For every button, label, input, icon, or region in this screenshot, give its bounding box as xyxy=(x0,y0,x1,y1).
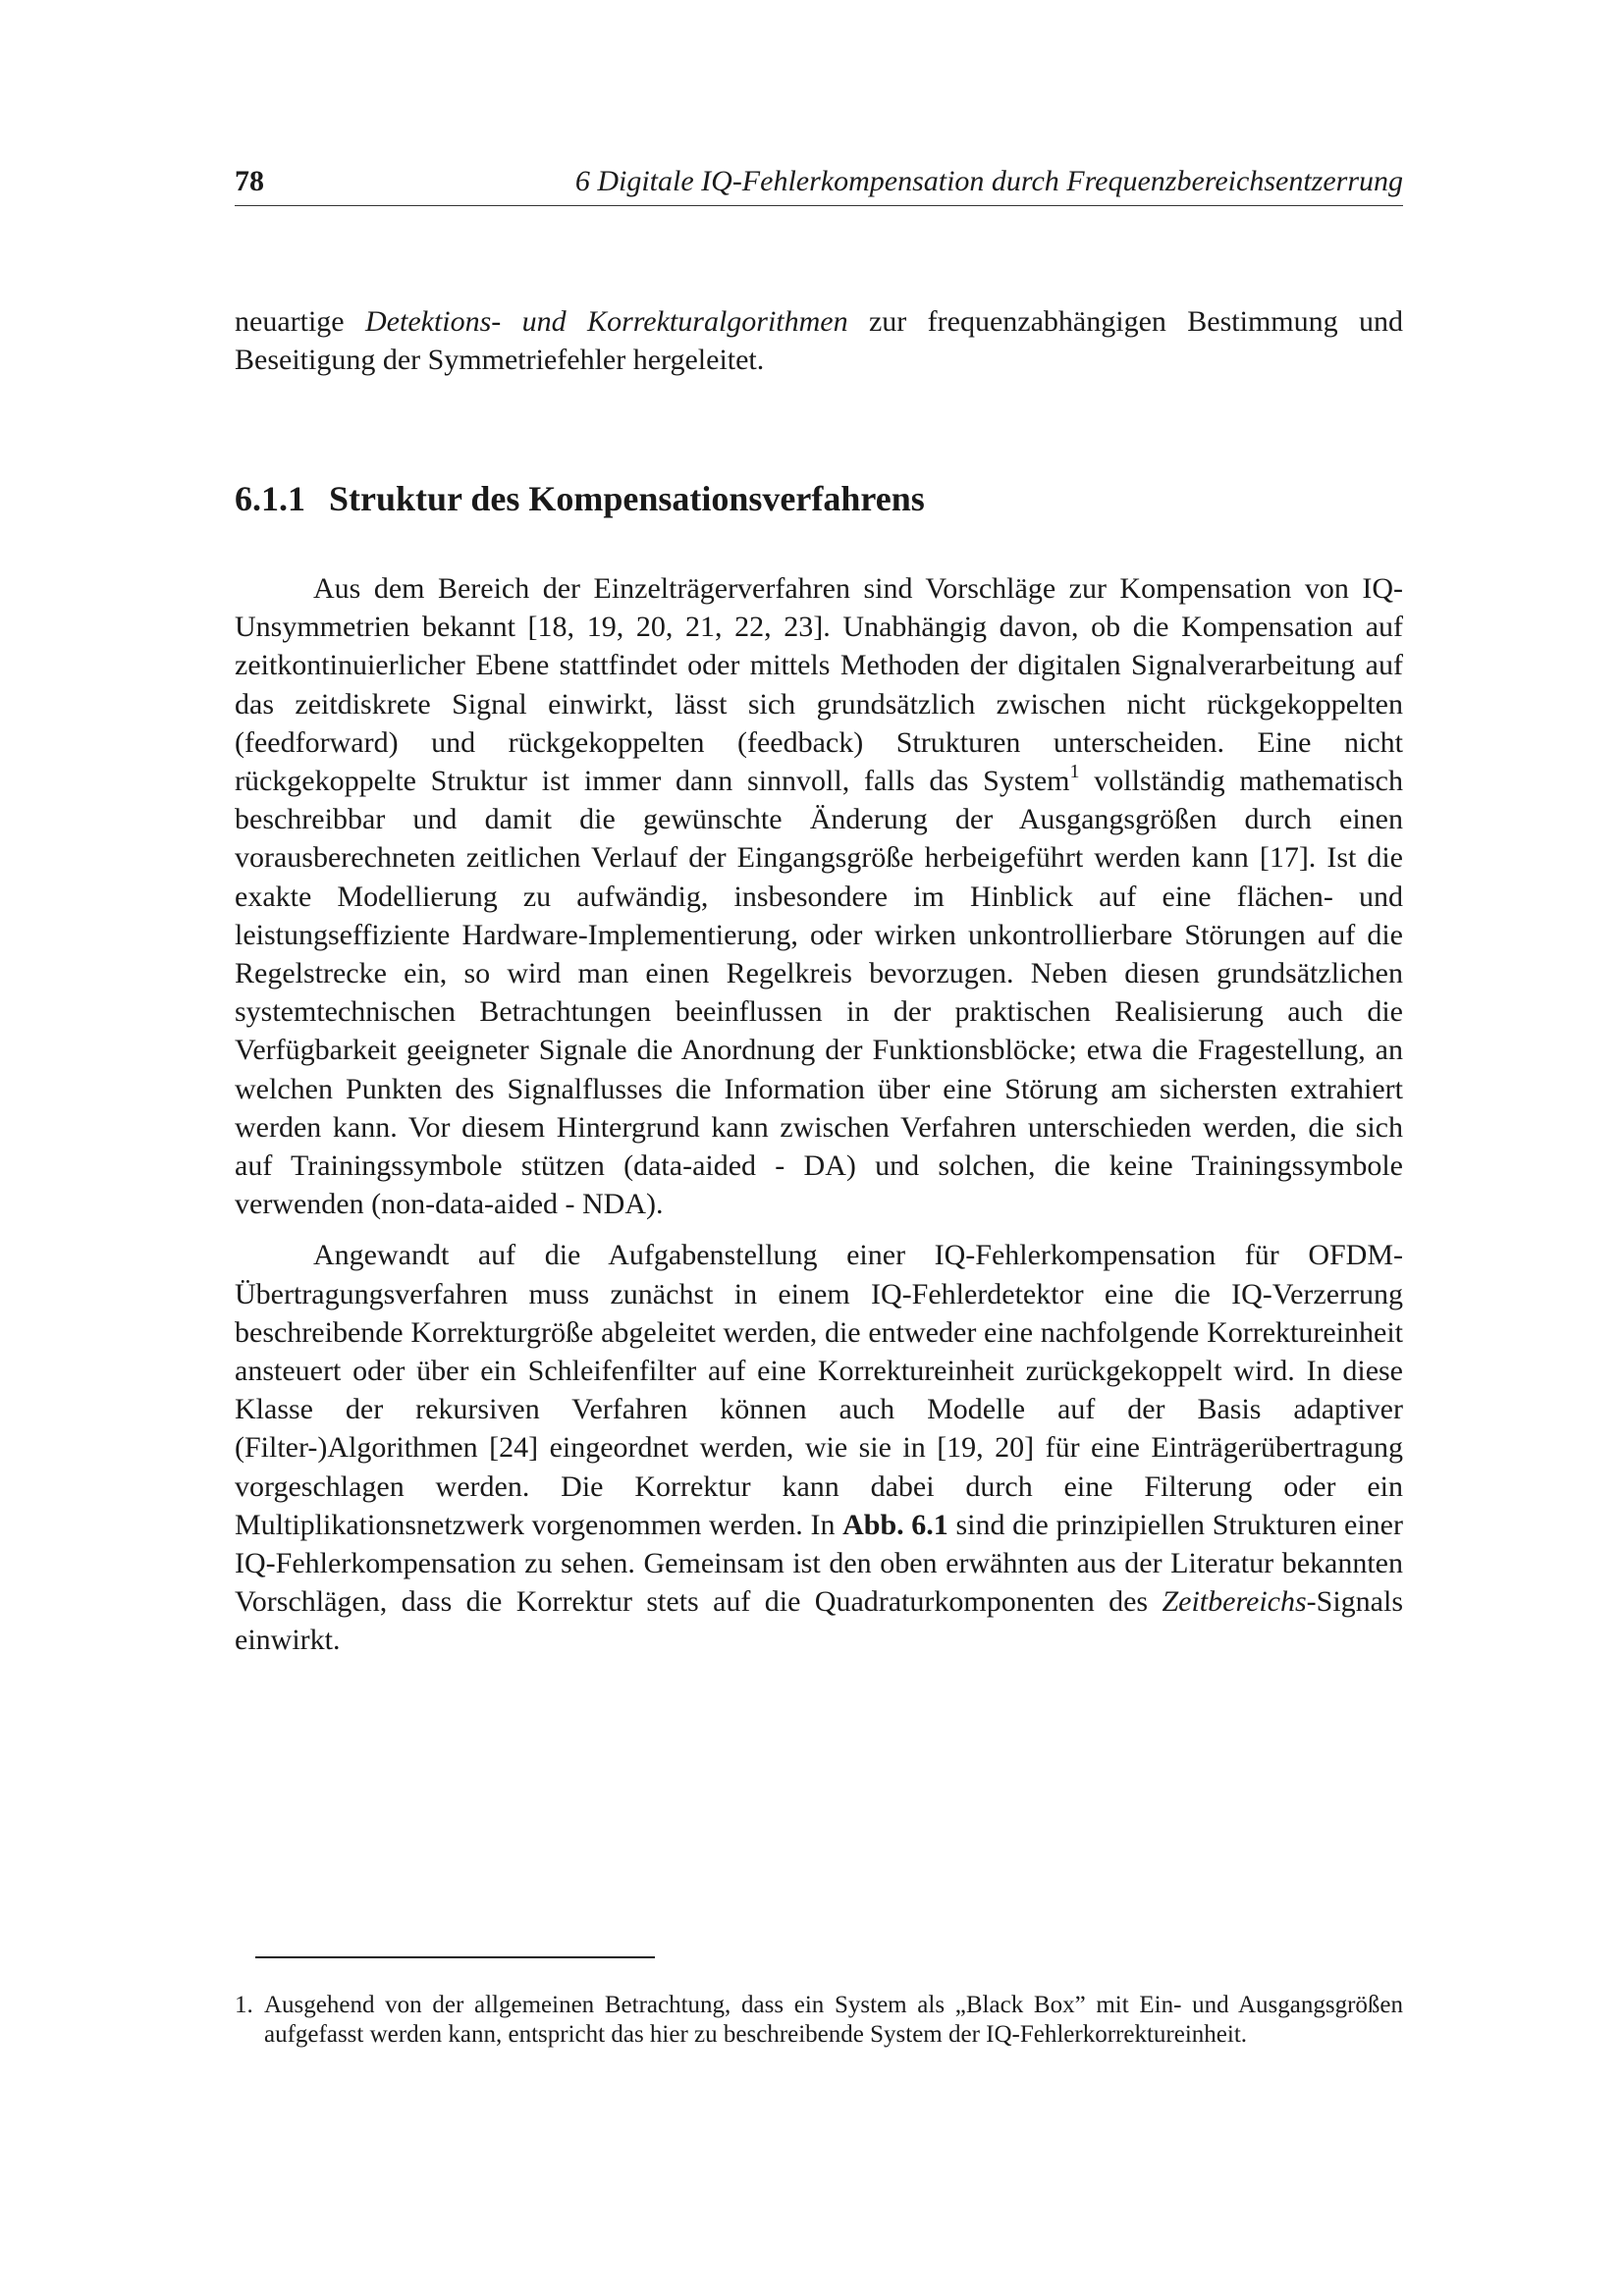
intro-text-1: neuartige xyxy=(235,305,365,338)
intro-emphasis: Detektions- und Korrekturalgorithmen xyxy=(365,305,848,338)
section-heading xyxy=(235,477,1403,520)
section-title: Struktur des Kompensationsverfahrens xyxy=(329,479,925,518)
page-number: 78 xyxy=(235,165,264,197)
paragraph-1 xyxy=(235,569,1403,1223)
figure-reference: Abb. 6.1 xyxy=(842,1508,948,1541)
paragraph-2-emphasis: Zeitbereichs xyxy=(1162,1585,1307,1619)
footnote-text: Ausgehend von der allgemeinen Betrachtung, dass ein System als „Black Box” mit Ein- und Ausgangsgrößen aufgefasst werden kann, entspricht das hier zu beschreibende System der IQ-Fehlerkorrektureinheit. xyxy=(264,1992,1403,2048)
paragraph-2 xyxy=(235,1236,1403,1659)
body-text xyxy=(235,569,1403,1660)
paragraph-2-text-1: Angewandt auf die Aufgabenstellung einer IQ-Fehlerkompensation für OFDM-Übertragungsverfahren muss zunächst in einem IQ-Fehlerdetektor eine die IQ-Verzerrung beschreibende Korrekturgröße abgeleitet werden, die entweder eine nachfolgende Korrektureinheit ansteuert oder über ein Schleifenfilter auf eine Korrektureinheit zurückgekoppelt wird. In diese Klasse der rekursiven Verfahren können auch Modelle auf der Basis adaptiver (Filter-)Algorithmen [24] eingeordnet werden, wie sie in [19, 20] für eine Einträgerübertragung vorgeschlagen werden. Die Korrektur kann dabei durch eine Filterung oder ein Multiplikationsnetzwerk vorgenommen werden. In xyxy=(235,1239,1403,1541)
footnote-divider xyxy=(255,1956,655,1958)
paragraph-1-text-1: Aus dem Bereich der Einzelträgerverfahren sind Vorschläge zur Kompensation von IQ-Unsymmetrien bekannt [18, 19, 20, 21, 22, 23]. Unabhängig davon, ob die Kompensation auf zeitkontinuierlicher Ebene stattfindet oder mittels Methoden der digitalen Signalverarbeitung auf das zeitdiskrete Signal einwirkt, lässt sich grundsätzlich zwischen nicht rückgekoppelten (feedforward) und rückgekoppelten (feedback) Strukturen unterscheiden. Eine nicht rückgekoppelte Struktur ist immer dann sinnvoll, falls das System xyxy=(235,572,1403,798)
running-header xyxy=(235,162,1403,206)
paragraph-1-text-2: vollständig mathematisch beschreibbar und damit die gewünschte Änderung der Ausgangsgrößen durch einen vorausberechneten zeitlichen Verlauf der Eingangsgröße herbeigeführt werden kann [17]. Ist die exakte Modellierung zu aufwändig, insbesondere im Hinblick auf eine flächen- und leistungseffiziente Hardware-Implementierung, oder wirken unkontrollierbare Störungen auf die Regelstrecke ein, so wird man einen Regelkreis bevorzugen. Neben diesen grundsätzlichen systemtechnischen Betrachtungen beeinflussen in der praktischen Realisierung auch die Verfügbarkeit geeigneter Signale die Anordnung der Funktionsblöcke; etwa die Fragestellung, an welchen Punkten des Signalflusses die Information über eine Störung am sichersten extrahiert werden kann. Vor diesem Hintergrund kann zwischen Verfahren unterschieden werden, die sich auf Trainingssymbole stützen (data-aided - DA) und solchen, die keine Trainingssymbole verwenden (non-data-aided - NDA). xyxy=(235,765,1403,1221)
intro-paragraph xyxy=(235,302,1403,379)
footnote xyxy=(235,1991,1403,2050)
chapter-title: 6 Digitale IQ-Fehlerkompensation durch Frequenzbereichsentzerrung xyxy=(574,165,1403,197)
paragraph-2-text-2: sind die prinzipiellen Strukturen einer IQ-Fehlerkompensation zu sehen. Gemeinsam ist den oben erwähnten aus der Literatur bekannten Vorschlägen, dass die Korrektur stets auf die Quadraturkomponenten des xyxy=(235,1508,1403,1619)
paragraph-2-text-3: -Signals einwirkt. xyxy=(235,1585,1403,1657)
intro-text-2: zur frequenzabhängigen Bestimmung und Beseitigung der Symmetriefehler hergeleitet. xyxy=(235,305,1404,377)
footnote-number: 1. xyxy=(235,1992,253,2018)
section-number: 6.1.1 xyxy=(235,479,305,518)
footnote-mark: 1 xyxy=(1069,761,1080,783)
